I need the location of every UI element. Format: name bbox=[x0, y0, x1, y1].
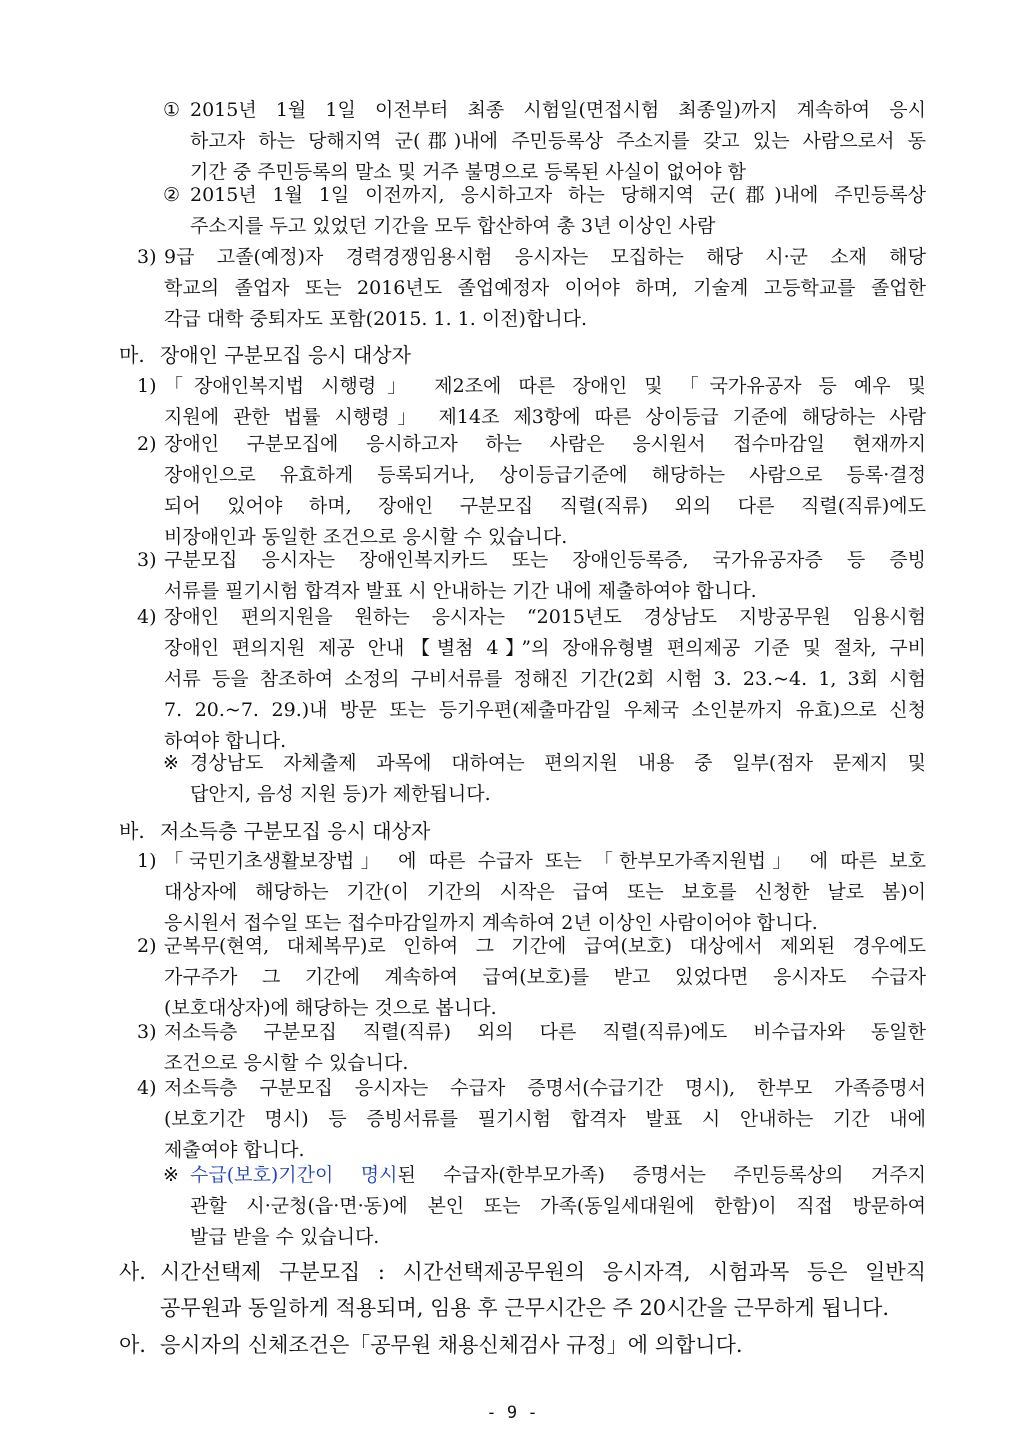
numbered-item-ba-4 bbox=[164, 1073, 926, 1166]
text-line: 저소득층 구분모집 응시자는 수급자 증명서(수급기간 명시), 한부모 가족증명서 bbox=[164, 1077, 926, 1099]
text-line: 공무원과 동일하게 적용되며, 임용 후 근무시간은 주 20시간을 근무하게 됩니다. bbox=[160, 1296, 890, 1320]
item-marker: 1) bbox=[137, 375, 157, 397]
text-line: (보호대상자)에 해당하는 것으로 봅니다. bbox=[164, 997, 497, 1019]
text-line: 되어 있어야 하며, 장애인 구분모집 직렬(직류) 외의 다른 직렬(직류)에도 bbox=[164, 495, 926, 517]
text-line: 2015년 1월 1일 이전까지, 응시하고자 하는 당해지역 군(郡)내에 주민등록상 bbox=[190, 184, 926, 206]
item-marker: ① bbox=[163, 99, 181, 121]
text-line: 제출여야 합니다. bbox=[164, 1139, 305, 1161]
text-line: 응시자의 신체조건은「공무원 채용신체검사 규정」에 의합니다. bbox=[160, 1333, 743, 1357]
text-line: 군복무(현역, 대체복무)로 인하여 그 기간에 급여(보호) 대상에서 제외된 경우에도 bbox=[164, 935, 926, 957]
text-line: 지원에 관한 법률 시행령」 제14조 제3항에 따른 상이등급 기준에 해당하는 사람 bbox=[164, 406, 926, 428]
text-line: 「장애인복지법 시행령」 제2조에 따른 장애인 및 「국가유공자 등 예우 및 bbox=[164, 375, 926, 397]
text-line: 저소득층 구분모집 직렬(직류) 외의 다른 직렬(직류)에도 비수급자와 동일한 bbox=[164, 1021, 926, 1043]
text-line: 하고자 하는 당해지역 군(郡)내에 주민등록상 주소지를 갖고 있는 사람으로서 동 bbox=[190, 130, 926, 152]
text-line: 7. 20.~7. 29.)내 방문 또는 등기우편(제출마감일 우체국 소인분까지 유효)으로 신청 bbox=[164, 699, 926, 721]
circled-item-1 bbox=[190, 95, 926, 188]
text-line: 비장애인과 동일한 조건으로 응시할 수 있습니다. bbox=[164, 526, 568, 548]
numbered-item-ba-3 bbox=[164, 1017, 926, 1079]
text-line: 하여야 합니다. bbox=[164, 730, 287, 752]
section-ma-heading bbox=[160, 338, 926, 372]
text-line: 대상자에 해당하는 기간(이 기간의 시작은 급여 또는 보호를 신청한 날로 봄)이 bbox=[164, 881, 926, 903]
note-ma bbox=[190, 748, 926, 810]
text-line: 2015년 1월 1일 이전부터 최종 시험일(면접시험 최종일)까지 계속하여 응시 bbox=[190, 99, 926, 121]
section-sa bbox=[160, 1254, 926, 1326]
section-marker: 사. bbox=[119, 1260, 146, 1284]
circled-item-2 bbox=[190, 180, 926, 242]
text-line bbox=[190, 1160, 926, 1191]
section-marker: 아. bbox=[119, 1333, 146, 1357]
text-fragment: 된 수급자(한부모가족) 증명서는 주민등록상의 거주지 bbox=[397, 1164, 926, 1186]
item-marker: 3) bbox=[137, 1021, 157, 1043]
text-line: 경상남도 자체출제 과목에 대하여는 편의지원 내용 중 일부(점자 문제지 및 bbox=[190, 752, 926, 774]
section-marker: 바. bbox=[119, 819, 145, 843]
text-line: 조건으로 응시할 수 있습니다. bbox=[164, 1052, 409, 1074]
text-line: 발급 받을 수 있습니다. bbox=[190, 1226, 380, 1248]
numbered-item-ma-3 bbox=[164, 545, 926, 607]
section-ba-heading bbox=[160, 814, 926, 848]
numbered-item-ba-1 bbox=[164, 846, 926, 939]
item-marker: 4) bbox=[137, 1077, 157, 1099]
text-line: 가구주가 그 기간에 계속하여 급여(보호)를 받고 있었다면 응시자도 수급자 bbox=[164, 966, 926, 988]
page-number: - 9 - bbox=[486, 1403, 538, 1423]
item-marker: 2) bbox=[137, 433, 157, 455]
text-line: 장애인으로 유효하게 등록되거나, 상이등급기준에 해당하는 사람으로 등록·결정 bbox=[164, 464, 926, 486]
text-line: 관할 시·군청(읍·면·동)에 본인 또는 가족(동일세대원에 한함)이 직접 방문하여 bbox=[190, 1195, 926, 1217]
section-heading: 장애인 구분모집 응시 대상자 bbox=[160, 343, 411, 367]
item-marker: 3) bbox=[137, 246, 157, 268]
text-line: 서류 등을 참조하여 소정의 구비서류를 정해진 기간(2회 시험 3. 23.~4. 1, 3회 시험 bbox=[164, 668, 926, 690]
item-marker: 1) bbox=[137, 850, 157, 872]
text-line: 학교의 졸업자 또는 2016년도 졸업예정자 이어야 하며, 기술계 고등학교를 졸업한 bbox=[164, 277, 926, 299]
text-line: 시간선택제 구분모집 : 시간선택제공무원의 응시자격, 시험과목 등은 일반직 bbox=[160, 1260, 926, 1284]
numbered-item-ba-2 bbox=[164, 931, 926, 1024]
text-line: 장애인 구분모집에 응시하고자 하는 사람은 응시원서 접수마감일 현재까지 bbox=[164, 433, 926, 455]
note-marker: ※ bbox=[163, 1164, 179, 1186]
text-line: 각급 대학 중퇴자도 포함(2015. 1. 1. 이전)합니다. bbox=[164, 308, 588, 330]
note-ba bbox=[190, 1160, 926, 1253]
text-line: 9급 고졸(예정)자 경력경쟁임용시험 응시자는 모집하는 해당 시·군 소재 해당 bbox=[164, 246, 926, 268]
numbered-item-ma-2 bbox=[164, 429, 926, 553]
numbered-item-ma-4 bbox=[164, 602, 926, 757]
text-line: 응시원서 접수일 또는 접수마감일까지 계속하여 2년 이상인 사람이어야 합니다. bbox=[164, 912, 818, 934]
section-a bbox=[160, 1327, 926, 1363]
section-marker: 마. bbox=[119, 343, 145, 367]
numbered-item-ma-1 bbox=[164, 371, 926, 433]
item-marker: 3) bbox=[137, 549, 157, 571]
text-line: 답안지, 음성 지원 등)가 제한됩니다. bbox=[190, 783, 491, 805]
text-line: 구분모집 응시자는 장애인복지카드 또는 장애인등록증, 국가유공자증 등 증빙 bbox=[164, 549, 926, 571]
text-line: 「국민기초생활보장법」 에 따른 수급자 또는 「한부모가족지원법」 에 따른 보호 bbox=[164, 850, 926, 872]
section-heading: 저소득층 구분모집 응시 대상자 bbox=[160, 819, 431, 843]
numbered-item-3 bbox=[164, 242, 926, 335]
note-marker: ※ bbox=[163, 752, 179, 774]
item-marker: 4) bbox=[137, 606, 157, 628]
text-line: 장애인 편의지원 제공 안내【별첨 4】”의 장애유형별 편의제공 기준 및 절차, 구비 bbox=[164, 637, 926, 659]
text-line: 기간 중 주민등록의 말소 및 거주 불명으로 등록된 사실이 없어야 함 bbox=[190, 161, 746, 183]
item-marker: ② bbox=[163, 184, 181, 206]
item-marker: 2) bbox=[137, 935, 157, 957]
highlighted-text: 수급(보호)기간이 명시 bbox=[190, 1164, 398, 1186]
text-line: (보호기간 명시) 등 증빙서류를 필기시험 합격자 발표 시 안내하는 기간 내에 bbox=[164, 1108, 926, 1130]
text-line: 장애인 편의지원을 원하는 응시자는 “2015년도 경상남도 지방공무원 임용시험 bbox=[164, 606, 926, 628]
text-line: 주소지를 두고 있었던 기간을 모두 합산하여 총 3년 이상인 사람 bbox=[190, 215, 716, 237]
text-line: 서류를 필기시험 합격자 발표 시 안내하는 기간 내에 제출하여야 합니다. bbox=[164, 580, 757, 602]
